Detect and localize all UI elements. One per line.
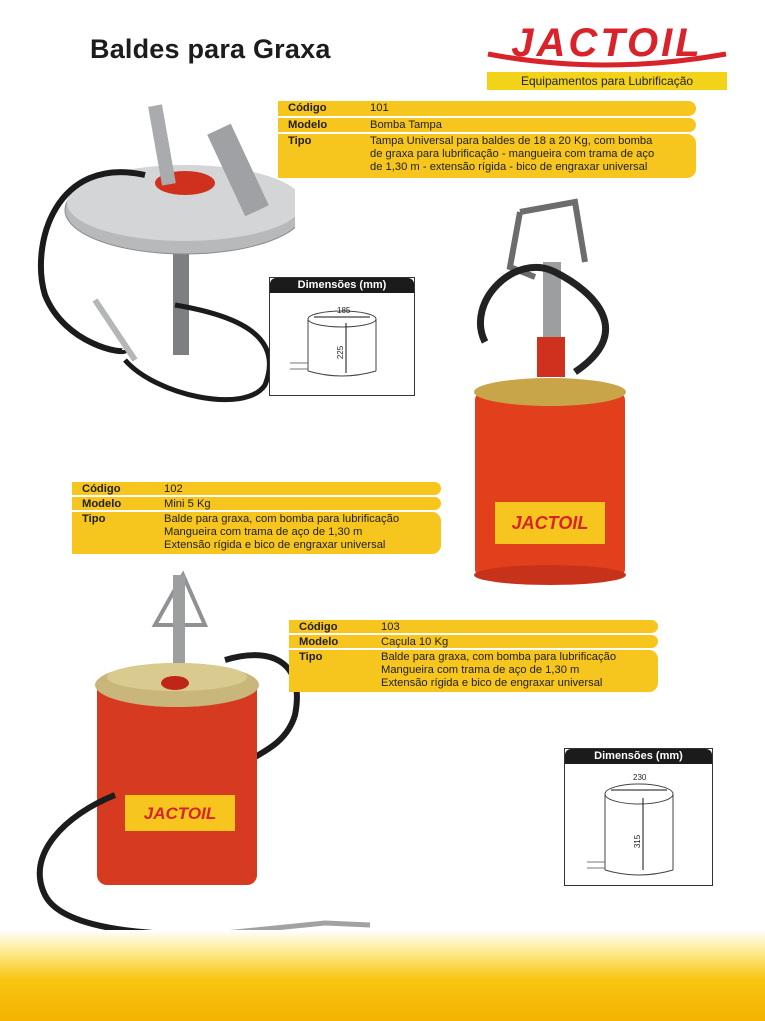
dimensions-title: Dimensões (mm) bbox=[565, 749, 712, 764]
spec-value-modelo: Bomba Tampa bbox=[370, 119, 442, 131]
spec-value-codigo: 101 bbox=[370, 102, 389, 114]
spec-row-codigo bbox=[72, 482, 441, 495]
spec-row-tipo bbox=[72, 512, 441, 554]
svg-text:JACTOIL: JACTOIL bbox=[511, 513, 589, 533]
dimension-height: 315 bbox=[633, 834, 643, 849]
spec-value-modelo: Mini 5 Kg bbox=[164, 498, 211, 510]
dimensions-title: Dimensões (mm) bbox=[270, 278, 414, 293]
cylinder-diagram bbox=[565, 764, 712, 884]
dimension-width: 185 bbox=[337, 306, 351, 315]
spec-label-tipo: Tipo bbox=[299, 651, 323, 663]
svg-text:JACTOIL: JACTOIL bbox=[143, 804, 217, 823]
spec-value-tipo: Tampa Universal para baldes de 18 a 20 Kg, com bomba de graxa para lubrificação - mangueira com trama de aço de 1,30 m - extensão rígida - bico de engraxar universal bbox=[370, 135, 655, 173]
product-101-image bbox=[35, 95, 295, 410]
spec-label-codigo: Código bbox=[299, 621, 338, 633]
spec-value-codigo: 103 bbox=[381, 621, 400, 633]
logo-tagline: Equipamentos para Lubrificação bbox=[487, 72, 727, 90]
spec-row-codigo bbox=[278, 101, 696, 116]
spec-label-tipo: Tipo bbox=[288, 135, 312, 147]
spec-box-101 bbox=[278, 101, 696, 180]
spec-row-tipo bbox=[289, 650, 658, 692]
spec-row-tipo bbox=[278, 134, 696, 178]
dimensions-box-103 bbox=[564, 748, 713, 886]
spec-box-102 bbox=[72, 482, 441, 556]
spec-value-tipo: Balde para graxa, com bomba para lubrificação Mangueira com trama de aço de 1,30 m Extensão rígida e bico de engraxar universal bbox=[381, 651, 617, 689]
product-102-image bbox=[455, 192, 640, 592]
spec-value-codigo: 102 bbox=[164, 483, 183, 495]
spec-label-modelo: Modelo bbox=[288, 119, 328, 131]
spec-label-modelo: Modelo bbox=[82, 498, 122, 510]
spec-row-modelo bbox=[72, 497, 441, 510]
page-title: Baldes para Graxa bbox=[90, 34, 331, 64]
spec-row-modelo bbox=[278, 118, 696, 132]
dimension-width: 230 bbox=[633, 773, 647, 782]
spec-label-tipo: Tipo bbox=[82, 513, 106, 525]
oil-splash-band bbox=[0, 930, 765, 1021]
spec-value-tipo: Balde para graxa, com bomba para lubrificação Mangueira com trama de aço de 1,30 m Extensão rígida e bico de engraxar universal bbox=[164, 513, 400, 551]
spec-label-modelo: Modelo bbox=[299, 636, 339, 648]
spec-row-modelo bbox=[289, 635, 658, 648]
svg-text:JACTOIL: JACTOIL bbox=[511, 21, 703, 65]
dimensions-box-101 bbox=[269, 277, 415, 396]
spec-box-103 bbox=[289, 620, 658, 694]
spec-label-codigo: Código bbox=[288, 102, 327, 114]
dimension-height: 225 bbox=[336, 345, 346, 360]
spec-label-codigo: Código bbox=[82, 483, 121, 495]
spec-value-modelo: Caçula 10 Kg bbox=[381, 636, 449, 648]
spec-row-codigo bbox=[289, 620, 658, 633]
logo-mark bbox=[484, 14, 730, 74]
